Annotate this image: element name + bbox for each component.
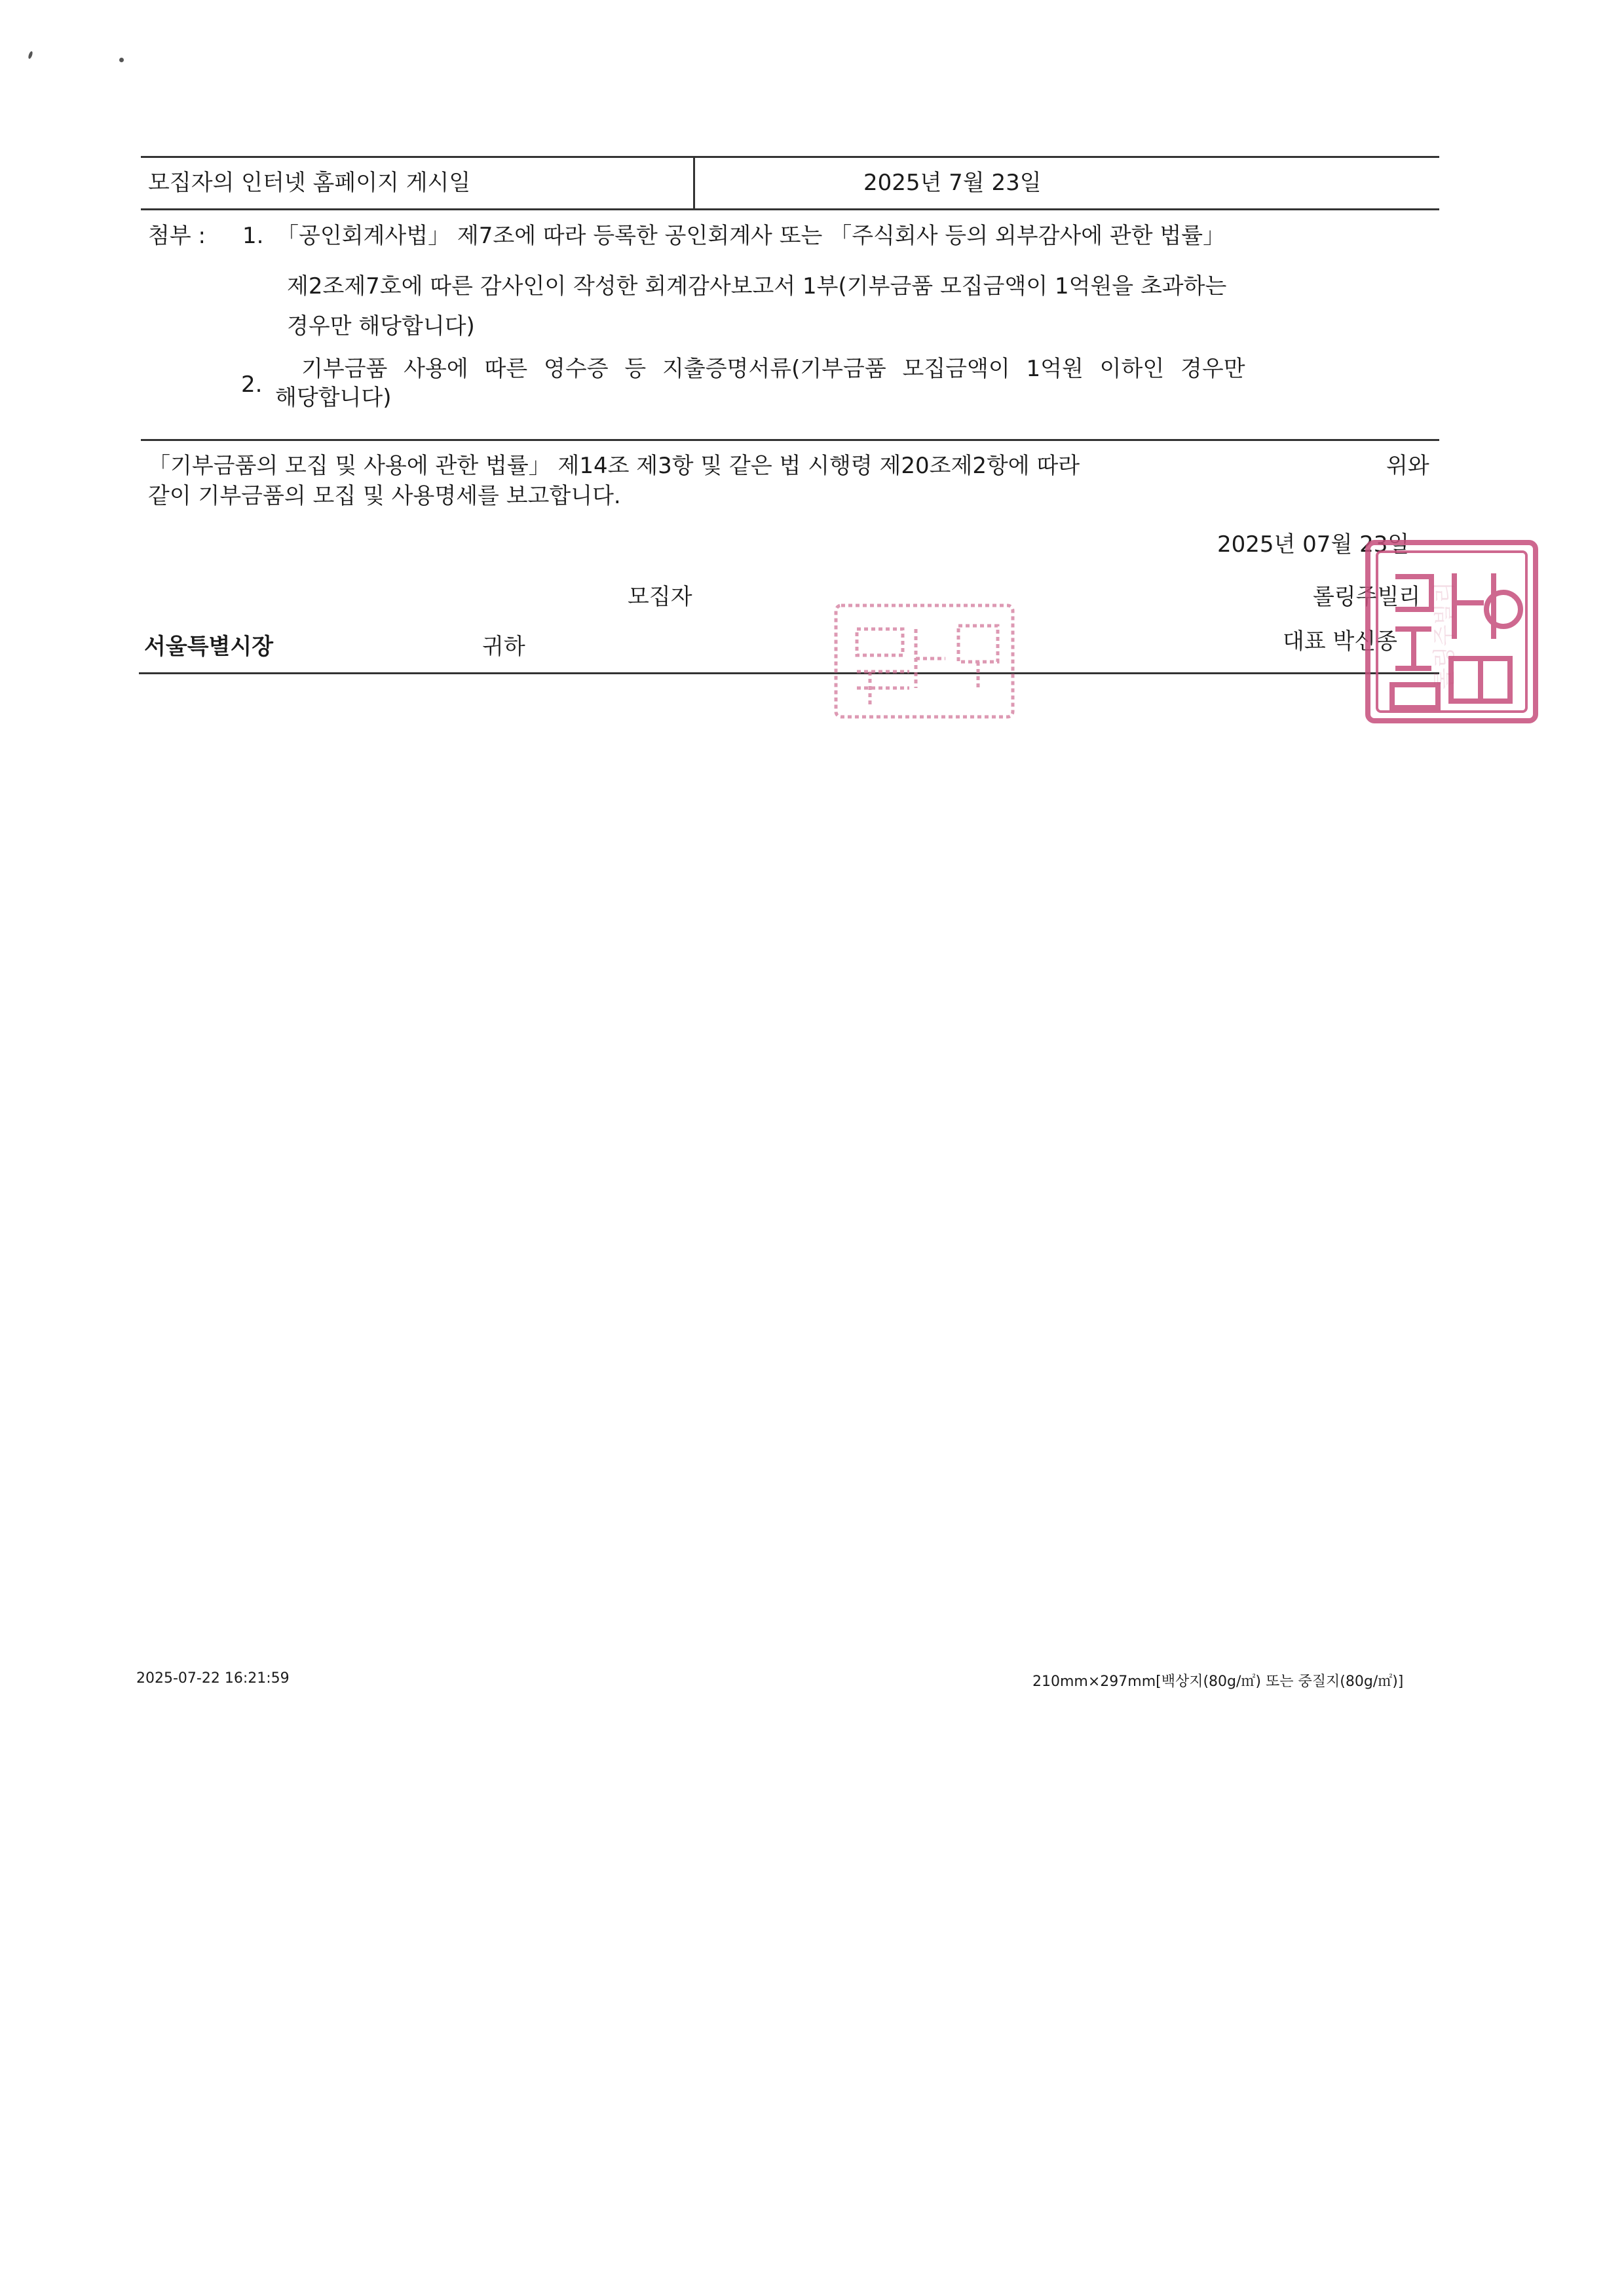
section-divider [141, 439, 1439, 441]
attachment-item-2-line-2: 해당합니다) [275, 385, 392, 411]
attachment-label: 첨부 : [148, 223, 206, 249]
attachment-item-1-line-1: 「공인회계사법」 제7조에 따라 등록한 공인회계사 또는 「주식회사 등의 외부감사에 관한 법률」 [276, 223, 1226, 249]
report-line-2: 같이 기부금품의 모집 및 사용명세를 보고합니다. [148, 483, 621, 509]
report-line-1: 「기부금품의 모집 및 사용에 관한 법률」 제14조 제3항 및 같은 법 시행령 제20조제2항에 따라 [148, 453, 1080, 479]
faded-stamp-icon [831, 596, 1021, 727]
attachment-item-1-line-3: 경우만 해당합니다) [287, 313, 475, 339]
honorific: 귀하 [482, 634, 525, 660]
collector-label: 모집자 [628, 584, 692, 610]
attachment-item-2-line-1: 기부금품 사용에 따른 영수증 등 지출증명서류(기부금품 모집금액이 1억원 이하인 경우만 [301, 356, 1245, 382]
footer-timestamp: 2025-07-22 16:21:59 [136, 1670, 290, 1687]
table-top-border [141, 156, 1439, 158]
attachment-item-2-number: 2. [241, 372, 263, 398]
scan-speck [28, 51, 33, 60]
table-bottom-border [141, 208, 1439, 210]
company-name: 롤링주빌리 [1313, 584, 1421, 610]
paper-spec: 210mm×297mm[백상지(80g/㎡) 또는 중질지(80g/㎡)] [1032, 1674, 1404, 1690]
seal-text: 롤링주빌리 [1431, 581, 1458, 690]
table-divider [693, 156, 695, 210]
posting-date-label: 모집자의 인터넷 홈페이지 게시일 [148, 170, 471, 196]
attachment-item-1-number: 1. [242, 223, 264, 249]
signature-bottom-border [139, 672, 1439, 674]
representative: 대표 박신종 [1283, 628, 1398, 655]
report-date: 2025년 07월 23일 [1217, 531, 1410, 558]
attachment-item-1-line-2: 제2조제7호에 따른 감사인이 작성한 회계감사보고서 1부(기부금품 모집금액이 1억원을 초과하는 [287, 273, 1227, 299]
report-line-1-tail: 위와 [1386, 453, 1429, 479]
recipient: 서울특별시장 [144, 634, 274, 660]
company-seal-icon [1363, 537, 1541, 726]
posting-date-value: 2025년 7월 23일 [863, 170, 1042, 196]
scan-speck [119, 58, 124, 62]
